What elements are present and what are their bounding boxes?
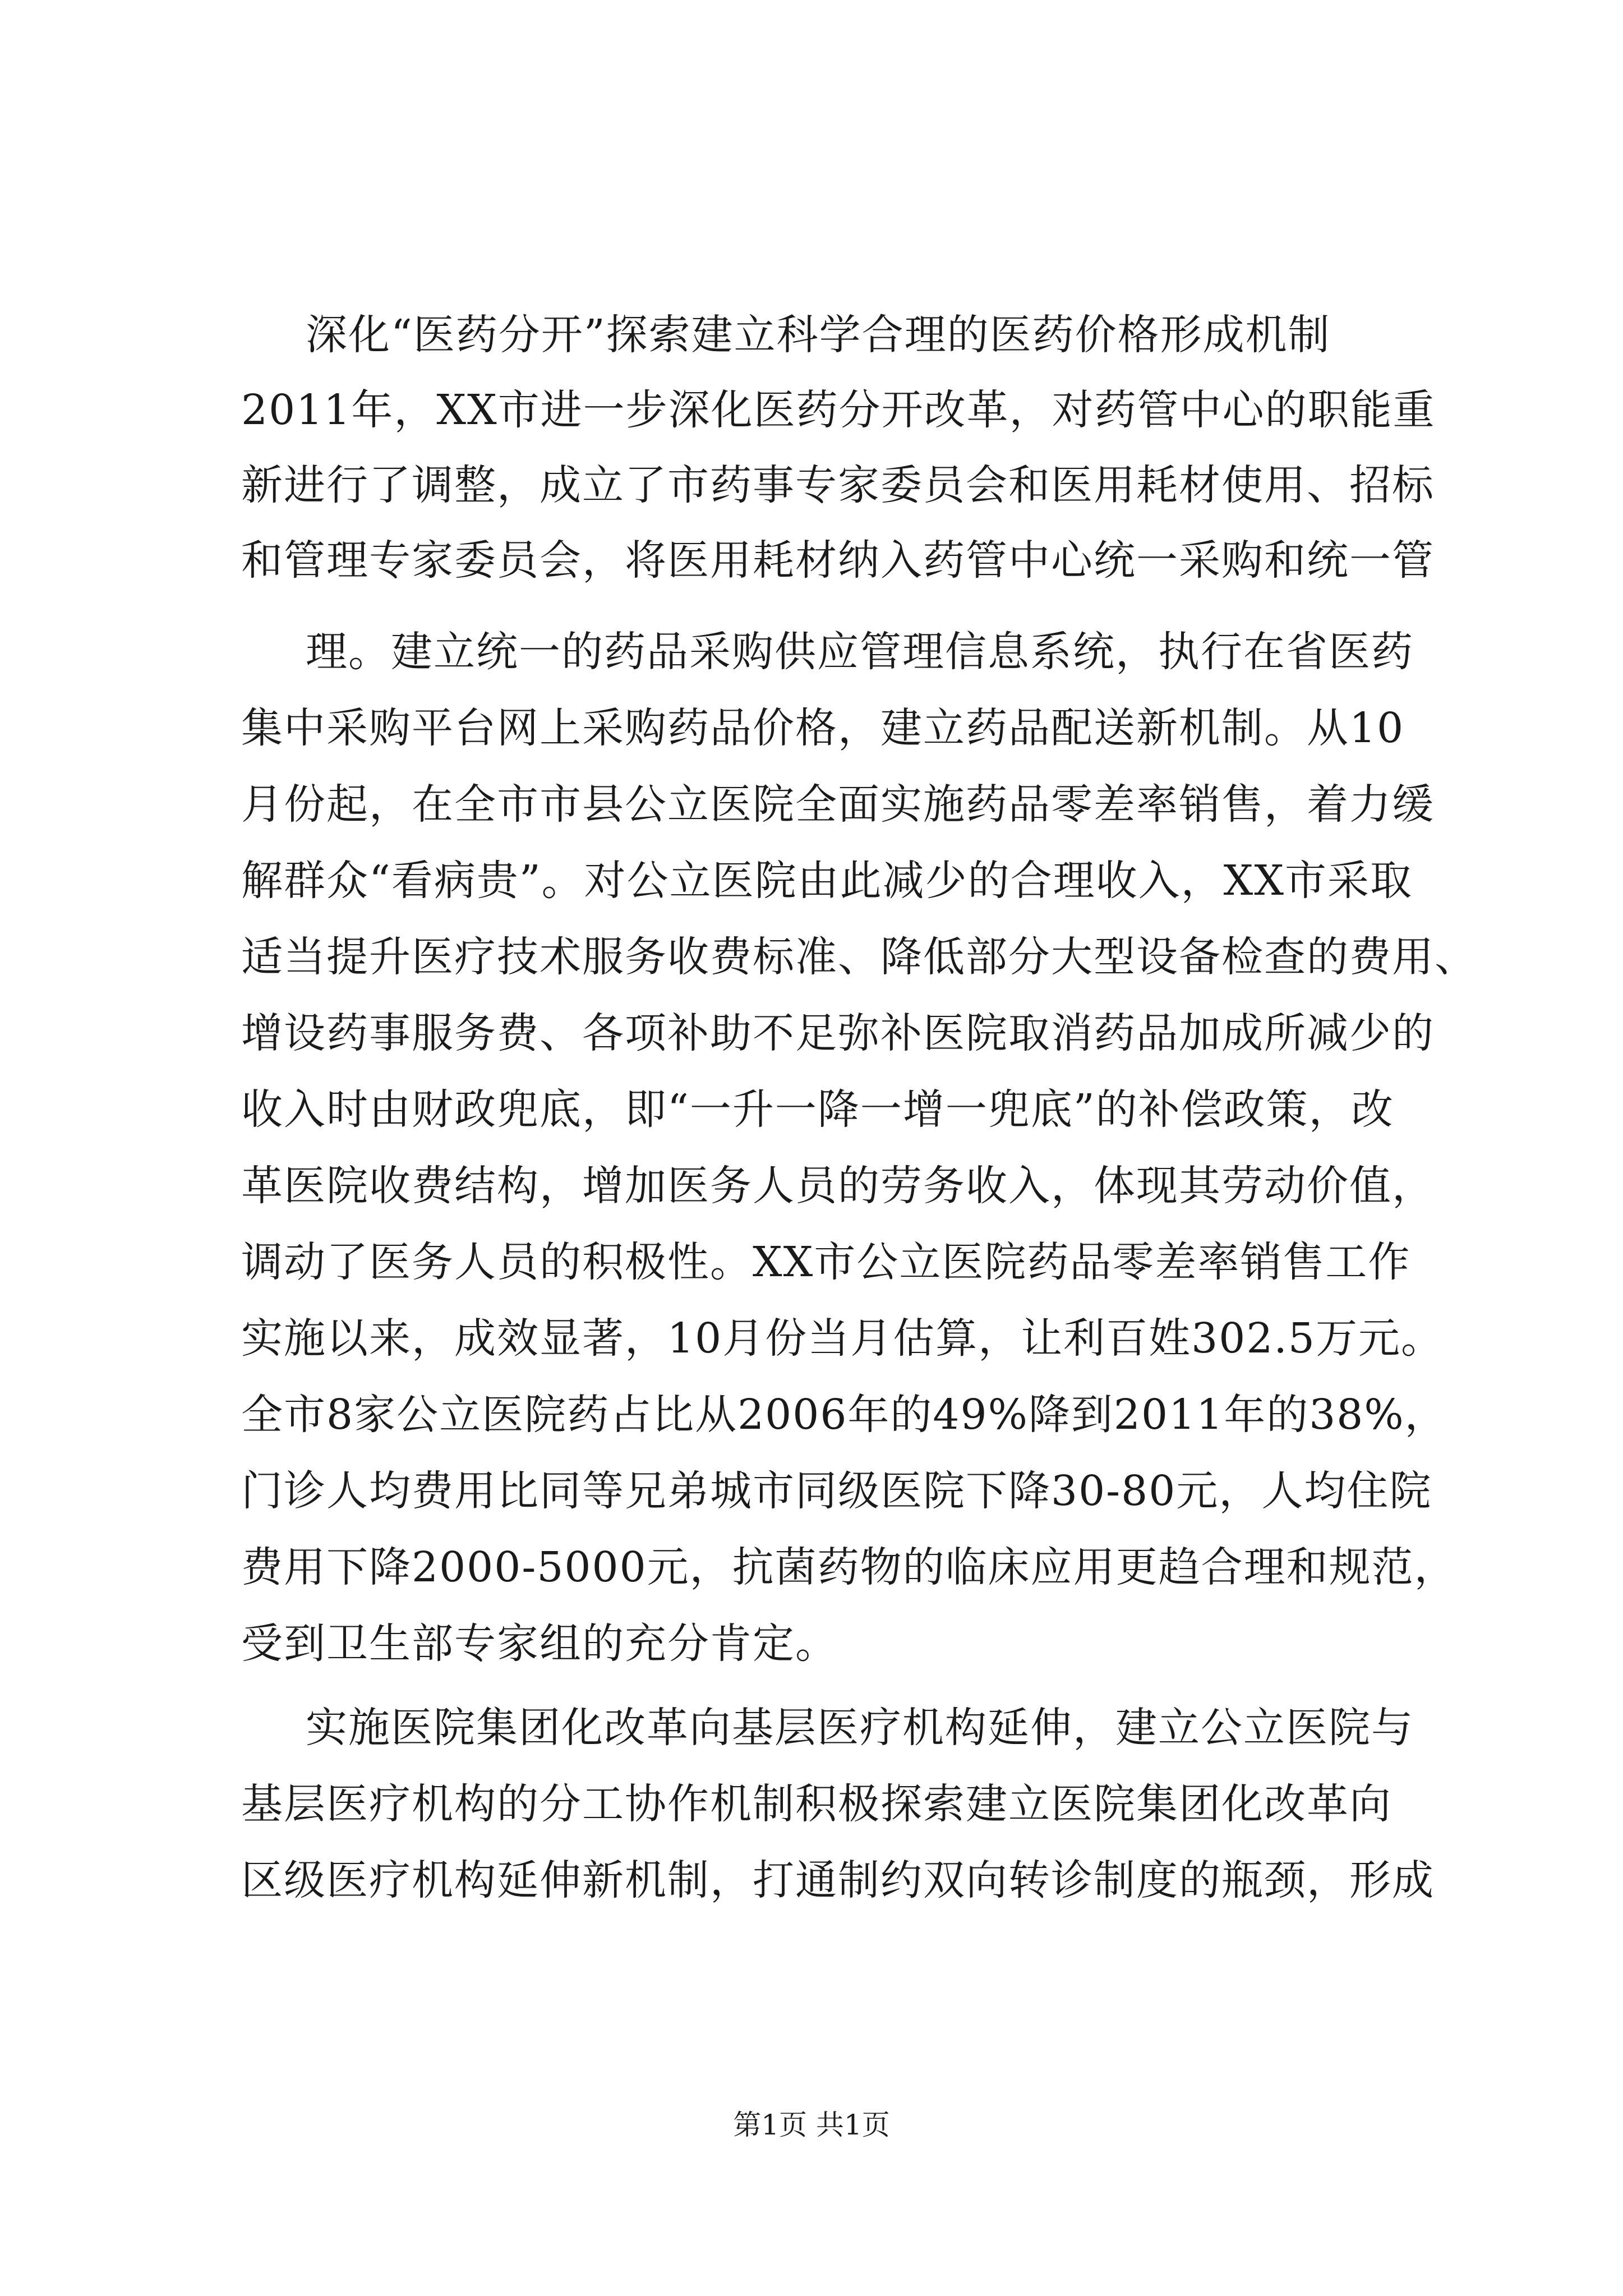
paragraph-line: 基层医疗机构的分工协作机制积极探索建立医院集团化改革向 xyxy=(241,1780,1392,1828)
paragraph-line: 解群众“看病贵”。对公立医院由此减少的合理收入，XX市采取 xyxy=(241,857,1413,905)
paragraph-line: 费用下降2000-5000元，抗菌药物的临床应用更趋合理和规范， xyxy=(241,1543,1457,1591)
paragraph-line: 全市8家公立医院药占比从2006年的49%降到2011年的38%， xyxy=(241,1391,1447,1439)
paragraph-line: 革医院收费结构，增加医务人员的劳务收入，体现其劳动价值， xyxy=(241,1162,1435,1210)
paragraph-line: 增设药事服务费、各项补助不足弥补医院取消药品加成所减少的 xyxy=(241,1009,1435,1057)
paragraph-line: 新进行了调整，成立了市药事专家委员会和医用耗材使用、招标 xyxy=(241,461,1435,509)
paragraph-line: 集中采购平台网上采购药品价格，建立药品配送新机制。从10 xyxy=(241,704,1405,752)
paragraph-line: 深化“医药分开”探索建立科学合理的医药价格形成机制 xyxy=(306,311,1331,359)
paragraph-line: 和管理专家委员会，将医用耗材纳入药管中心统一采购和统一管 xyxy=(241,536,1435,585)
paragraph-line: 2011年，XX市进一步深化医药分开改革，对药管中心的职能重 xyxy=(241,386,1436,434)
paragraph-line: 区级医疗机构延伸新机制，打通制约双向转诊制度的瓶颈，形成 xyxy=(241,1856,1435,1904)
paragraph-line: 适当提升医疗技术服务收费标准、降低部分大型设备检查的费用、 xyxy=(241,933,1477,981)
paragraph-line: 实施医院集团化改革向基层医疗机构延伸，建立公立医院与 xyxy=(306,1704,1414,1752)
paragraph-line: 调动了医务人员的积极性。XX市公立医院药品零差率销售工作 xyxy=(241,1238,1411,1286)
paragraph-line: 收入时由财政兜底，即“一升一降一增一兜底”的补偿政策，改 xyxy=(241,1085,1394,1134)
paragraph-line: 月份起，在全市市县公立医院全面实施药品零差率销售，着力缓 xyxy=(241,780,1435,829)
paragraph-line: 理。建立统一的药品采购供应管理信息系统，执行在省医药 xyxy=(306,628,1414,676)
paragraph-line: 受到卫生部专家组的充分肯定。 xyxy=(241,1619,838,1668)
paragraph-line: 实施以来，成效显著，10月份当月估算，让利百姓302.5万元。 xyxy=(241,1314,1444,1363)
page-footer: 第1页 共1页 xyxy=(733,2109,890,2141)
paragraph-line: 门诊人均费用比同等兄弟城市同级医院下降30-80元，人均住院 xyxy=(241,1467,1432,1515)
